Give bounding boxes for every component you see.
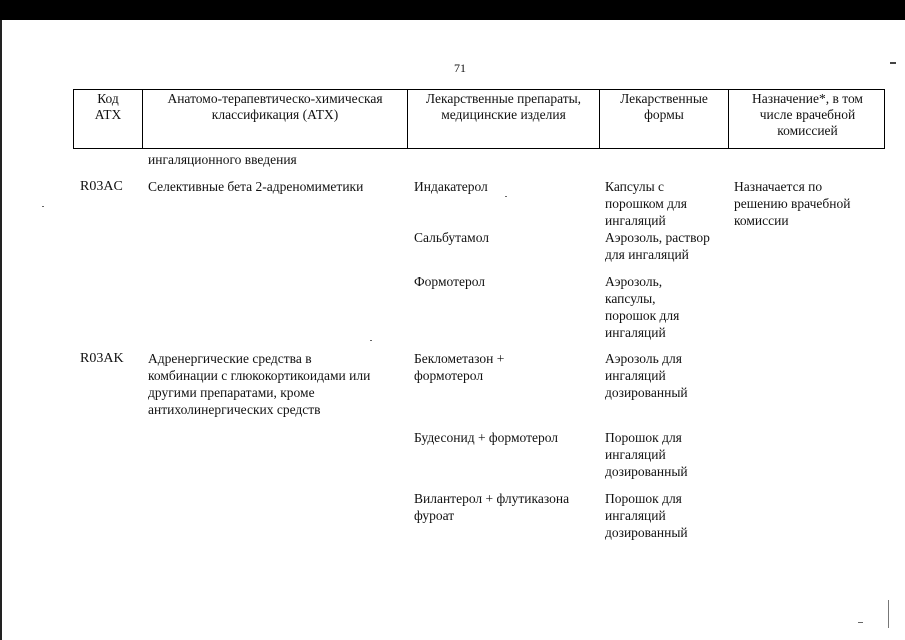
header-drugs: Лекарственные препараты, медицинские изделия	[408, 90, 600, 148]
scan-speck	[370, 340, 372, 341]
drug-form: Порошок для ингаляций дозированный	[605, 491, 688, 540]
page-number: 71	[454, 61, 466, 75]
scan-top-border	[0, 0, 905, 20]
drug-form: Капсулы с порошком для ингаляций	[605, 179, 687, 228]
header-forms: Лекарственные формы	[600, 90, 729, 148]
table-row-code: R03AK	[80, 351, 124, 366]
drug-form: Аэрозоль, раствор для ингаляций	[605, 230, 710, 262]
drug-name: Индакатерол	[414, 179, 488, 194]
drug-name: Сальбутамол	[414, 230, 490, 245]
scan-mark	[888, 600, 889, 628]
drug-form: Аэрозоль для ингаляций дозированный	[605, 351, 688, 400]
scan-left-edge	[0, 20, 2, 640]
header-classification: Анатомо-терапевтическо-химическая классификация (АТХ)	[143, 90, 408, 148]
header-code: Код АТХ	[74, 90, 143, 148]
table-row-classification: Селективные бета 2-адреномиметики	[148, 179, 364, 194]
table-row-purpose: Назначается по решению врачебной комиссии	[734, 179, 851, 228]
scan-speck	[505, 196, 507, 197]
table-header	[73, 89, 885, 149]
table-row-code: R03AC	[80, 179, 123, 194]
scan-speck	[42, 206, 44, 207]
drug-form: Аэрозоль, капсулы, порошок для ингаляций	[605, 274, 680, 340]
drug-name: Будесонид + формотерол	[414, 430, 559, 445]
drug-name: Беклометазон + формотерол	[414, 351, 505, 383]
scan-mark	[890, 62, 896, 64]
drug-name: Формотерол	[414, 274, 486, 289]
scan-mark	[858, 622, 863, 623]
header-purpose: Назначение*, в том числе врачебной комиссией	[752, 91, 863, 138]
drug-name: Вилантерол + флутиказона фуроат	[414, 491, 570, 523]
drug-form: Порошок для ингаляций дозированный	[605, 430, 688, 479]
table-row-classification: Адренергические средства в комбинации с глюкокортикоидами или другими препаратами, кроме антихолинергических средств	[148, 351, 371, 417]
continuation-text: ингаляционного введения	[148, 152, 297, 167]
